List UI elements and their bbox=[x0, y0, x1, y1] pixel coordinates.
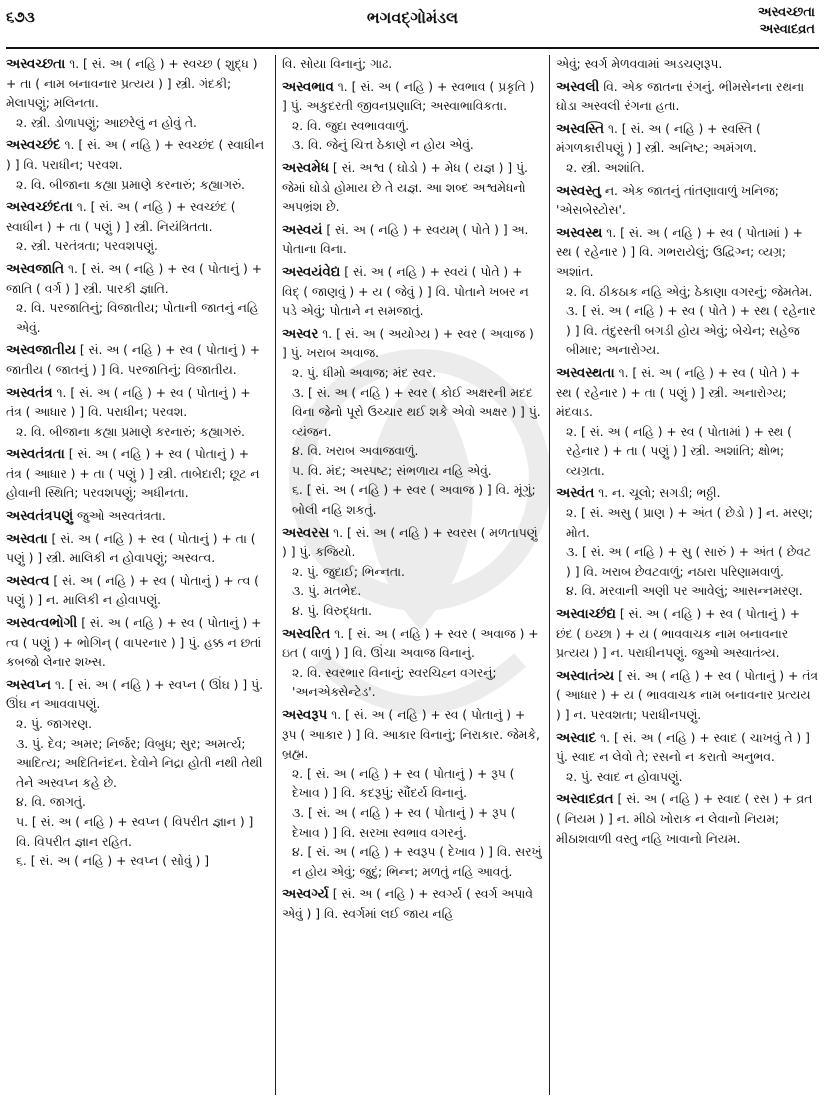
entry-headword: અસ્વસ્થતા bbox=[556, 364, 615, 381]
dictionary-entry bbox=[556, 120, 819, 179]
entry-sense bbox=[6, 423, 268, 443]
entry-text: ૧. [ સં. અ ( નહિ ) + સ્વ ( પોતાનું ) + તંત્ર ( આધાર ) ] વિ. પરાધીન; પરવશ. bbox=[6, 385, 251, 420]
entry-sense bbox=[282, 563, 542, 583]
entry-sense bbox=[6, 299, 268, 338]
entry-sense bbox=[282, 325, 542, 364]
dictionary-entry bbox=[6, 260, 268, 338]
dictionary-entry bbox=[282, 325, 542, 521]
entry-sense bbox=[556, 283, 819, 303]
entry-text: [ સં. અ ( નહિ ) + સ્વર્ગ્ય ( સ્વર્ગ અપાવે એવું ) ] વિ. સ્વર્ગમાં લઈ જાય નહિ bbox=[282, 887, 533, 921]
entry-headword: અસ્વજાતિ bbox=[6, 260, 65, 277]
entry-sense bbox=[282, 885, 542, 924]
dictionary-entry bbox=[6, 341, 268, 380]
entry-sense bbox=[6, 136, 268, 175]
entry-headword: અસ્વસ્તુ bbox=[556, 182, 601, 199]
page-number: ૬૭૩ bbox=[6, 8, 35, 26]
entry-sense bbox=[6, 198, 268, 237]
entry-sense bbox=[282, 625, 542, 664]
entry-sense bbox=[282, 263, 542, 322]
entry-text: [ સં. અ ( નહિ ) + સ્વ ( પોતાનું ) + તંત્ર ( આધાર ) + તા ( પણું ) ] સ્ત્રી. તાબેદારી; છૂટ ન હોવાની સ્થિતિ; પરવશપણું; અધીનતા. bbox=[6, 447, 260, 501]
dictionary-entry bbox=[556, 605, 819, 664]
entry-headword: અસ્વાદવ્રત bbox=[556, 791, 614, 808]
dictionary-entry bbox=[6, 530, 268, 569]
entry-headword: અસ્વજાતીય bbox=[6, 342, 76, 359]
entry-text: વિ. સોયા વિનાનું; ગાઢ. bbox=[282, 57, 393, 71]
entry-text: [ સં. અ ( નહિ ) + સ્વ ( પોતાનું ) + ત્વ ( પણું ) + ભોગિન્ ( વાપરનાર ) ] પું. હક્ક ન છતાં કબજો લેનાર શખ્સ. bbox=[6, 616, 262, 670]
entry-sense bbox=[282, 78, 542, 117]
entry-sense bbox=[282, 221, 542, 260]
entry-sense bbox=[556, 582, 819, 602]
entry-headword: અસ્વયં bbox=[282, 221, 323, 238]
entry-sense bbox=[556, 790, 819, 849]
dictionary-entry bbox=[282, 625, 542, 703]
entry-text: ૩. [ સં. અ ( નહિ ) + સ્વ ( પોતાનું ) + રૂપ ( દેખાવ ) ] વિ. સરખા સ્વભાવ વગરનું. bbox=[292, 805, 516, 840]
entry-sense bbox=[282, 55, 542, 75]
dictionary-entry bbox=[556, 484, 819, 602]
entry-text: ૧. [ સં. અ ( નહિ ) + સ્વચ્છંદ ( સ્વાધીન ) ] વિ. પરાધીન; પરવશ. bbox=[6, 138, 265, 172]
entry-headword: અસ્વરસ bbox=[282, 524, 330, 541]
entry-text: ૧. [ સં. અ ( નહિ ) + સ્વ ( પોતે ) + સ્થ ( રહેનાર ) + તા ( પણું ) ] સ્ત્રી. અનારોગ્ય; મંદવાડ. bbox=[556, 365, 801, 420]
entry-text: ૨. પું. ધીમો અવાજ; મંદ સ્વર. bbox=[292, 365, 437, 380]
entry-text: [ સં. અ ( નહિ ) + સ્વ ( પોતાનું ) + જાતીય ( જાતનું ) ] વિ. પરજાતિનું; વિજાતીય. bbox=[6, 343, 261, 377]
entry-headword: અસ્વરૂપ bbox=[282, 707, 328, 723]
entry-headword: અસ્વચ્છંદતા bbox=[6, 199, 73, 216]
entry-headword: અસ્વયંવેદ્ય bbox=[282, 263, 341, 280]
dictionary-columns bbox=[6, 55, 819, 1095]
entry-text: જુઓ અસ્વતંત્રતા. bbox=[77, 509, 166, 524]
entry-text: ૧. [ સં. અ ( નહિ ) + સ્વપ્ન ( ઊંઘ ) ] પું. ઊંઘ ન આવવાપણું. bbox=[6, 677, 263, 712]
entry-sense bbox=[282, 481, 542, 520]
entry-sense bbox=[282, 602, 542, 622]
entry-text: ૧. [ સં. અ ( નહિ ) + સ્વચ્છ ( શુદ્ધ ) + તા ( નામ બનાવનાર પ્રત્યય ) ] સ્ત્રી. ગંદકી; મેલાપણું; મલિનતા. bbox=[6, 57, 258, 111]
entry-text: ૫. વિ. મંદ; અસ્પષ્ટ; સંભળાય નહિ એવું. bbox=[292, 463, 492, 478]
entry-text: ૨. વિ. બીજાના કહ્યા પ્રમાણે કરનારું; કહ્યાગરું. bbox=[16, 424, 245, 439]
dictionary-entry bbox=[282, 55, 542, 75]
entry-text: [ સં. અ ( નહિ ) + સ્વયમ્ ( પોતે ) ] અ. પોતાના વિના. bbox=[282, 222, 529, 257]
dictionary-entry bbox=[282, 221, 542, 260]
entry-sense bbox=[6, 176, 268, 196]
entry-text: ૩. [ સં. અ ( નહિ ) + સ્વ ( પોતે ) + સ્થ ( રહેનાર ) ] વિ. તંદુરસ્તી બગડી હોય એવું; બેચેન; સહેજ બીમાર; અનારોગ્ય. bbox=[566, 304, 816, 358]
entry-headword: અસ્વભાવ bbox=[282, 78, 334, 95]
entry-sense bbox=[6, 614, 268, 673]
dictionary-entry bbox=[556, 364, 819, 482]
entry-text: ૩. [ સં. અ ( નહિ ) + સ્વર ( કોઈ અક્ષરની મદદ વિના જેનો પૂરો ઉચ્ચાર થઈ શકે એવો અક્ષર ) ] પું. વ્યંજન. bbox=[292, 385, 541, 439]
entry-text: ૨. સ્ત્રી. ડોળાપણું; આછરેલું ન હોવું તે. bbox=[16, 115, 197, 130]
dictionary-entry bbox=[6, 384, 268, 443]
dictionary-entry bbox=[556, 78, 819, 117]
entry-text: ૧. [ સં. અ ( નહિ ) + સ્વચ્છંદ ( સ્વાધીન ) + તા ( પણું ) ] સ્ત્રી. નિયંત્રિતતા. bbox=[6, 200, 236, 234]
entry-text: ૩. વિ. જેનું ચિત્ત ઠેકાણે ન હોય એવું. bbox=[292, 138, 474, 153]
entry-sense bbox=[6, 341, 268, 380]
entry-headword: અસ્વલી bbox=[556, 78, 600, 95]
entry-text: [ સં. અ ( નહિ ) + સ્વ ( પોતાનું ) + ત્વ ( પણું ) ] ન. માલિકી ન હોવાપણું. bbox=[6, 573, 259, 608]
entry-sense bbox=[6, 507, 268, 527]
dictionary-entry bbox=[556, 667, 819, 726]
entry-sense bbox=[6, 384, 268, 423]
entry-text: ૨. [ સં. અ ( નહિ ) + સ્વ ( પોતામાં ) + સ્થ ( રહેનાર ) + તા ( પણું ) ] સ્ત્રી. અશાંતિ; ક્ષોભ; વ્યગ્રતા. bbox=[566, 424, 792, 478]
entry-text: ૩. પું. મતભેદ. bbox=[292, 584, 362, 599]
entry-headword: અસ્વસ્થ bbox=[556, 224, 603, 241]
entry-headword: અસ્વચ્છંદ bbox=[6, 137, 61, 154]
entry-sense bbox=[556, 55, 819, 75]
entry-text: ૧. [ સં. અ ( નહિ ) + સ્વર ( અવાજ ) + ઇત ( વાળું ) ] વિ. ઊંચા અવાજ વિનાનું. bbox=[282, 626, 539, 661]
entry-sense bbox=[282, 765, 542, 804]
dictionary-entry bbox=[282, 78, 542, 156]
entry-sense bbox=[6, 530, 268, 569]
entry-sense bbox=[6, 852, 268, 872]
entry-sense bbox=[6, 793, 268, 813]
entry-headword: અસ્વત્વભોગી bbox=[6, 615, 78, 632]
entry-text: ૨. વિ. બીજાના કહ્યા પ્રમાણે કરનારું; કહ્યાગરું. bbox=[16, 177, 245, 192]
entry-sense bbox=[556, 605, 819, 664]
entry-text: ૧. [ સં. અ ( નહિ ) + સ્વરસ ( મળતાપણું ) ] પું. કજિયો. bbox=[282, 525, 538, 560]
entry-sense bbox=[282, 524, 542, 563]
entry-sense bbox=[282, 117, 542, 137]
entry-text: ૪. વિ. ખરાબ અવાજવાળું. bbox=[292, 444, 419, 459]
column-1 bbox=[6, 55, 268, 1095]
entry-text: ૧. ન. ચૂલો; સગડી; ભઠ્ઠી. bbox=[598, 486, 721, 501]
guide-words bbox=[758, 4, 815, 38]
dictionary-entry bbox=[6, 507, 268, 527]
entry-text: ૧. [ સં. અ ( નહિ ) + સ્વભાવ ( પ્રકૃતિ ) ] પું. અકુદરતી જીવનપ્રણાલિ; અસ્વાભાવિકતા. bbox=[282, 79, 535, 114]
entry-text: ૨. પું. જાગરણ. bbox=[16, 717, 92, 731]
entry-text: ૧. [ સં. અ ( અયોગ્ય ) + સ્વર ( અવાજ ) ] પું. ખરાબ અવાજ. bbox=[282, 326, 534, 361]
entry-sense bbox=[556, 364, 819, 423]
header-rule bbox=[6, 47, 819, 49]
entry-headword: અસ્વચ્છતા bbox=[6, 56, 66, 72]
entry-sense bbox=[282, 582, 542, 602]
entry-sense bbox=[556, 302, 819, 361]
entry-text: એવું; સ્વર્ગ મેળવવામાં અડચણરૂપ. bbox=[556, 57, 723, 71]
entry-text: [ સં. અ ( નહિ ) + સ્વ ( પોતાનું ) + તંત્ર ( આધાર ) + ય ( ભાવવાચક નામ બનાવનાર પ્રત્યય ) ] ન. પરવશતા; પરાધીનપણું. bbox=[556, 668, 818, 722]
dictionary-entry bbox=[6, 198, 268, 257]
guide-word-last: અસ્વાદવ્રત bbox=[759, 22, 815, 37]
dictionary-entry bbox=[6, 572, 268, 611]
entry-text: વિ. એક જાતના રંગનું. ભીમસેનના રથના ઘોડા અસ્વલી રંગના હતા. bbox=[556, 79, 805, 114]
entry-sense bbox=[6, 676, 268, 715]
dictionary-entry bbox=[282, 885, 542, 924]
entry-sense bbox=[282, 136, 542, 156]
entry-text: ૨. [ સં. અસુ ( પ્રાણ ) + અંત ( છેડો ) ] ન. મરણ; મોત. bbox=[566, 506, 813, 540]
entry-sense bbox=[556, 543, 819, 582]
entry-sense bbox=[6, 114, 268, 134]
dictionary-entry bbox=[556, 729, 819, 788]
entry-sense bbox=[6, 715, 268, 735]
entry-sense bbox=[6, 260, 268, 299]
entry-sense bbox=[556, 768, 819, 788]
entry-sense bbox=[6, 237, 268, 257]
entry-text: [ સં. અશ્વ ( ઘોડો ) + મેધ ( યજ્ઞ ) ] પું. જેમાં ઘોડો હોમાય છે તે યજ્ઞ. આ શબ્દ અશ્વમેધનો અપભ્રંશ છે. bbox=[282, 160, 528, 215]
entry-sense bbox=[556, 423, 819, 482]
entry-headword: અસ્વાતંત્ર્ય bbox=[556, 667, 615, 684]
column-2 bbox=[282, 55, 542, 1095]
entry-headword: અસ્વત્વ bbox=[6, 572, 50, 589]
entry-headword: અસ્વમેધ bbox=[282, 159, 329, 176]
entry-headword: અસ્વાદ bbox=[556, 729, 597, 746]
entry-headword: અસ્વરિત bbox=[282, 625, 331, 642]
entry-sense bbox=[282, 364, 542, 384]
column-divider bbox=[275, 55, 276, 1095]
entry-sense bbox=[282, 159, 542, 218]
dictionary-entry bbox=[556, 224, 819, 361]
page-header bbox=[0, 0, 825, 48]
entry-text: ૨. વિ. જુદા સ્વભાવવાળું. bbox=[292, 118, 410, 133]
entry-sense bbox=[6, 572, 268, 611]
entry-sense bbox=[556, 729, 819, 768]
dictionary-entry bbox=[556, 182, 819, 221]
entry-sense bbox=[556, 182, 819, 221]
entry-text: ૧. [ સં. અ ( નહિ ) + સ્વ ( પોતામાં ) + સ્થ ( રહેનાર ) ] વિ. ગભરાયેલું; ઉદ્વિગ્ન; વ્યગ્ર; અશાંત. bbox=[556, 225, 803, 279]
dictionary-entry bbox=[556, 790, 819, 849]
entry-text: ૧. [ સં. અ ( નહિ ) + સ્વ ( પોતાનું ) + રૂપ ( આકાર ) ] વિ. આકાર વિનાનું; નિરાકાર. જેમકે, બ્રહ્મ. bbox=[282, 708, 540, 762]
entry-text: ૩. પું. દેવ; અમર; નિર્જર; વિબુધ; સુર; અમર્ત્ય; આદિત્ય; અદિતિનંદન. દેવોને નિદ્રા હોતી નથી તેથી તેને અસ્વપ્ન કહે છે. bbox=[16, 736, 263, 790]
entry-sense bbox=[282, 804, 542, 843]
page-title: ભગવદ્ગોમંડલ bbox=[366, 8, 459, 27]
entry-headword: અસ્વતંત્રતા bbox=[6, 446, 65, 463]
entry-sense bbox=[556, 667, 819, 726]
entry-text: ૨. વિ. સ્વરભાર વિનાનું; સ્વરચિહ્ન વગરનું; 'અનએક્સેન્ટેડ'. bbox=[292, 665, 497, 700]
entry-sense bbox=[556, 224, 819, 283]
entry-sense bbox=[282, 843, 542, 882]
dictionary-entry bbox=[282, 263, 542, 322]
entry-text: [ સં. અ ( નહિ ) + સ્વાદ ( રસ ) + વ્રત ( નિયમ ) ] ન. મીઠો ખોરાક ન લેવાનો નિયમ; મીઠાશવાળી વસ્તુ નહિ ખાવાનો નિયમ. bbox=[556, 792, 813, 846]
entry-text: ૨. વિ. પરજાતિનું; વિજાતીય; પોતાની જાતનું નહિ એવું. bbox=[16, 301, 259, 335]
entry-sense bbox=[282, 384, 542, 443]
entry-sense bbox=[556, 159, 819, 179]
entry-text: ૫. [ સં. અ ( નહિ ) + સ્વપ્ન ( વિપરીત જ્ઞાન ) ] વિ. વિપરીત જ્ઞાન રહિત. bbox=[16, 814, 254, 849]
entry-headword: અસ્વતા bbox=[6, 530, 48, 547]
entry-text: ૪. વિ. મરવાની અણી પર આવેલું; આસન્નમરણ. bbox=[566, 584, 803, 599]
dictionary-entry bbox=[6, 445, 268, 504]
entry-text: ૨. વિ. ઠીકઠાક નહિ એવું; ઠેકાણા વગરનું; જેમતેમ. bbox=[566, 284, 813, 299]
entry-text: [ સં. અ ( નહિ ) + સ્વ ( પોતાનું ) + છંદ ( ઇચ્છા ) + ય ( ભાવવાચક નામ બનાવનાર પ્રત્યય ) ] ન. પરાધીનપણું. જુઓ અસ્વાતંત્ર્ય. bbox=[556, 607, 801, 661]
entry-text: ૧. [ સં. અ ( નહિ ) + સ્વસ્તિ ( મંગળકારીપણું ) ] સ્ત્રી. અનિષ્ટ; અમંગળ. bbox=[556, 121, 761, 156]
entry-text: ૪. વિ. જાગતું. bbox=[16, 795, 86, 810]
entry-headword: અસ્વતંત્રપણું bbox=[6, 508, 74, 525]
entry-text: ૬. [ સં. અ ( નહિ ) + સ્વર ( અવાજ ) ] વિ. મૂંગું; બોલી નહિ શકતું. bbox=[292, 483, 536, 518]
entry-text: ૪. પું. વિરુદ્ધતા. bbox=[292, 604, 373, 619]
dictionary-entry bbox=[6, 614, 268, 673]
dictionary-entry bbox=[6, 55, 268, 133]
entry-sense bbox=[6, 813, 268, 852]
entry-headword: અસ્વસ્તિ bbox=[556, 120, 605, 137]
dictionary-entry bbox=[282, 159, 542, 218]
guide-word-first: અસ્વચ્છતા bbox=[757, 5, 815, 20]
entry-text: ૨. સ્ત્રી. પરતંત્રતા; પરવશપણું. bbox=[16, 239, 158, 254]
entry-text: ૬. [ સં. અ ( નહિ ) + સ્વપ્ન ( સોવું ) ] bbox=[16, 854, 210, 869]
entry-sense bbox=[6, 445, 268, 504]
entry-text: ૨. પું. જુદાઈ; ભિન્નતા. bbox=[292, 564, 405, 579]
dictionary-entry bbox=[282, 706, 542, 882]
entry-sense bbox=[6, 735, 268, 794]
entry-sense bbox=[282, 706, 542, 765]
dictionary-entry bbox=[6, 676, 268, 872]
entry-text: ૧. [ સં. અ ( નહિ ) + સ્વાદ ( ચાખવું તે ) ] પું. સ્વાદ ન લેવો તે; રસનો ન કરાતો અનુભવ. bbox=[556, 730, 810, 765]
entry-headword: અસ્વાચ્છંદ્ય bbox=[556, 606, 616, 623]
entry-text: ૨. સ્ત્રી. અશાંતિ. bbox=[566, 160, 645, 175]
entry-sense bbox=[282, 462, 542, 482]
entry-headword: અસ્વર્ગ્ય bbox=[282, 886, 329, 903]
entry-text: ૨. પું. સ્વાદ ન હોવાપણું. bbox=[566, 769, 683, 784]
entry-sense bbox=[556, 484, 819, 504]
entry-sense bbox=[282, 664, 542, 703]
entry-sense bbox=[556, 504, 819, 543]
entry-sense bbox=[6, 55, 268, 114]
entry-sense bbox=[282, 442, 542, 462]
entry-text: ૧. [ સં. અ ( નહિ ) + સ્વ ( પોતાનું ) + જાતિ ( વર્ગ ) ] સ્ત્રી. પારકી જ્ઞાતિ. bbox=[6, 261, 263, 296]
entry-text: ૪. [ સં. અ ( નહિ ) + સ્વરૂપ ( દેખાવ ) ] વિ. સરખું ન હોય એવું; જુદું; ભિન્ન; મળતું નહિ આવતું. bbox=[292, 845, 542, 879]
entry-text: ૩. [ સં. અ ( નહિ ) + સુ ( સારું ) + અંત ( છેવટ ) ] વિ. ખરાબ છેવટવાળું; નઠારા પરિણામવાળું. bbox=[566, 545, 812, 579]
entry-headword: અસ્વર bbox=[282, 325, 319, 342]
column-divider bbox=[549, 55, 550, 1095]
dictionary-entry bbox=[6, 136, 268, 195]
entry-headword: અસ્વપ્ન bbox=[6, 676, 52, 693]
entry-text: [ સં. અ ( નહિ ) + સ્વ ( પોતાનું ) + તા ( પણું ) ] સ્ત્રી. માલિકી ન હોવાપણું; અસ્વત્વ. bbox=[6, 531, 256, 566]
entry-sense bbox=[556, 78, 819, 117]
entry-sense bbox=[556, 120, 819, 159]
entry-text: ૨. [ સં. અ ( નહિ ) + સ્વ ( પોતાનું ) + રૂપ ( દેખાવ ) ] વિ. કદરૂપું; સૌંદર્ય વિનાનું. bbox=[292, 766, 515, 801]
entry-text: [ સં. અ ( નહિ ) + સ્વયં ( પોતે ) + વિદ્ ( જાણવું ) + ય ( જેવું ) ] વિ. પોતાને ખબર ન પડે એવું; પોતાને ન સમજાતું. bbox=[282, 264, 529, 319]
entry-headword: અસ્વંત bbox=[556, 485, 595, 502]
column-3 bbox=[556, 55, 819, 1095]
entry-text: ન. એક જાતનું તાંતણાવાળું ખનિજ; 'એસબેસ્ટોસ'. bbox=[556, 183, 779, 218]
dictionary-entry bbox=[282, 524, 542, 622]
dictionary-entry bbox=[556, 55, 819, 75]
entry-headword: અસ્વતંત્ર bbox=[6, 384, 53, 401]
